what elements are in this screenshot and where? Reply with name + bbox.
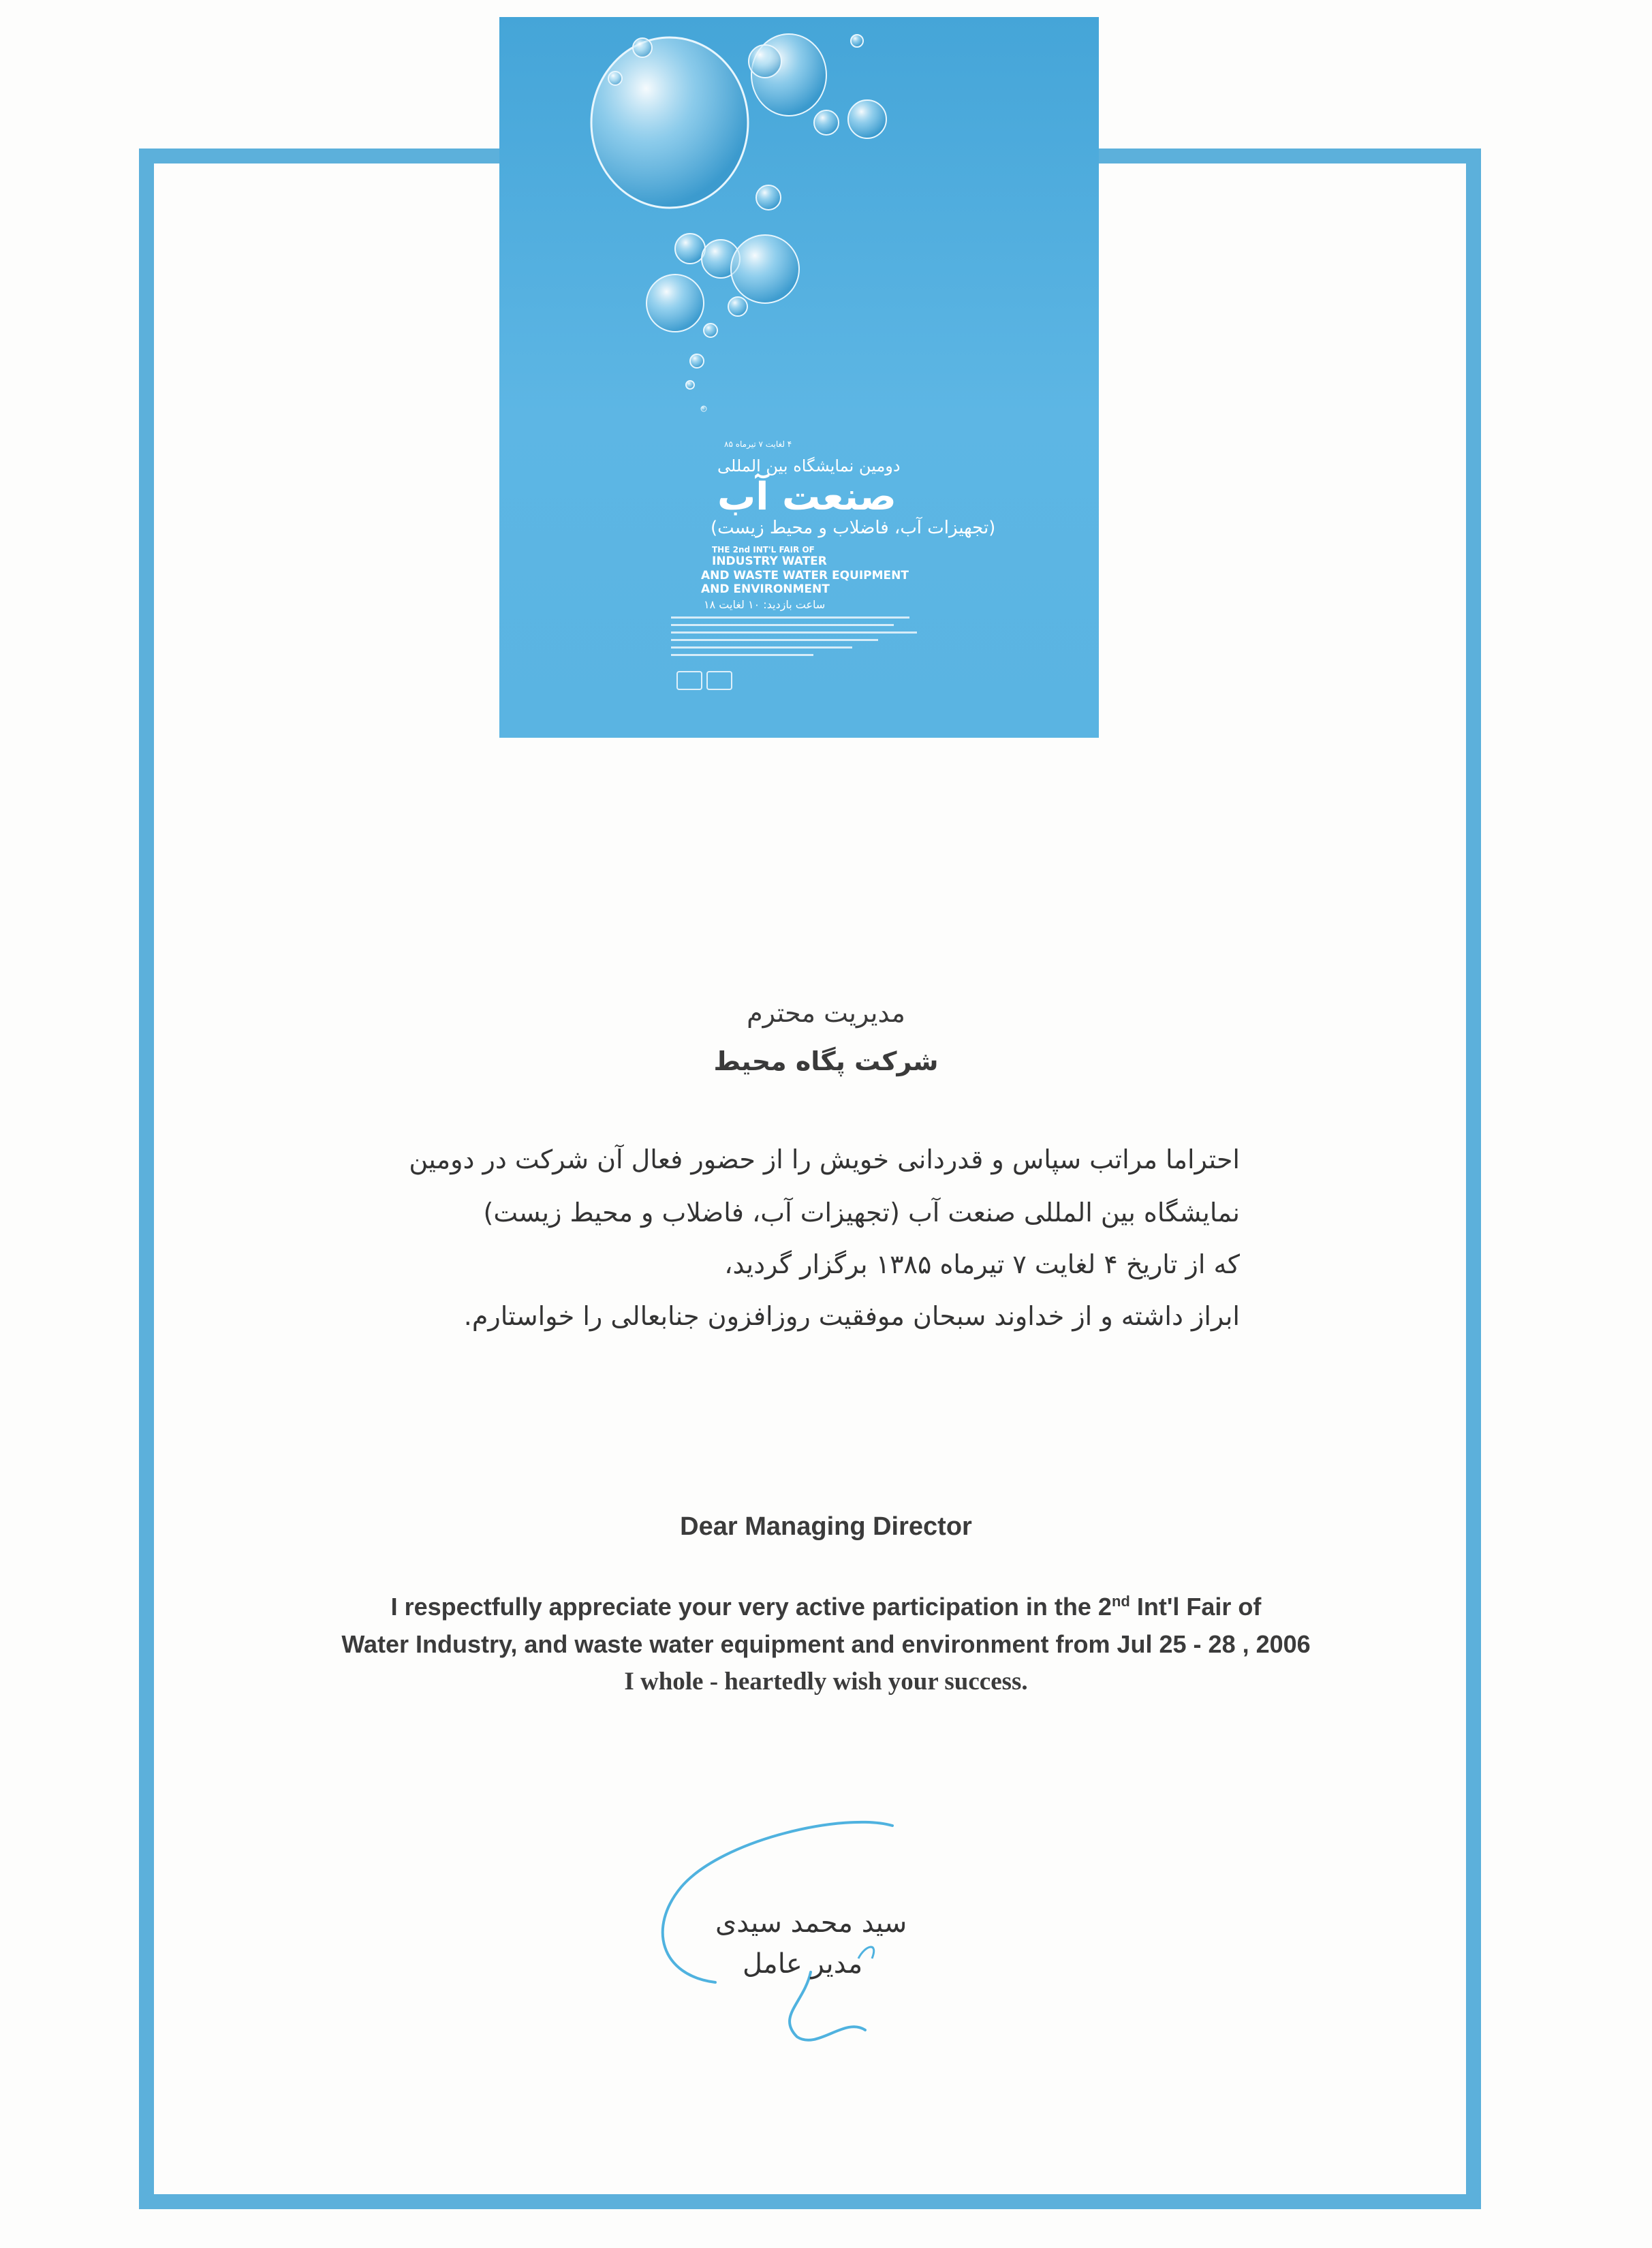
fair-poster-image xyxy=(499,17,1099,738)
english-greeting: Dear Managing Director xyxy=(680,1512,972,1541)
poster-en-line-4: AND ENVIRONMENT xyxy=(701,582,830,596)
english-body-line-1 xyxy=(204,1593,1448,1621)
persian-greeting-title: مدیریت محترم xyxy=(747,998,905,1028)
persian-greeting-company: شرکت پگاه محیط xyxy=(713,1046,939,1076)
ordinal-suffix: nd xyxy=(1111,1593,1130,1610)
poster-en-line-2: INDUSTRY WATER xyxy=(712,555,827,568)
water-drops-icon xyxy=(499,17,1099,426)
poster-sponsor-logos-icon xyxy=(676,671,758,712)
persian-body-line-3: که از تاریخ ۴ لغایت ۷ تیرماه ۱۳۸۵ برگزار گردید، xyxy=(724,1249,1240,1279)
english-body-line-1a: I respectfully appreciate your very active participation in the 2 xyxy=(390,1593,1112,1621)
english-body-line-3: I whole - heartedly wish your success. xyxy=(624,1668,1028,1696)
signature-block xyxy=(640,1812,926,2057)
signatory-name: سید محمد سیدی xyxy=(715,1907,907,1939)
persian-body-line-2: نمایشگاه بین المللی صنعت آب (تجهیزات آب، فاضلاب و محیط زیست) xyxy=(483,1198,1240,1228)
poster-fine-print xyxy=(671,616,930,664)
english-body-line-2: Water Industry, and waste water equipment and environment from Jul 25 - 28 , 2006 xyxy=(341,1630,1311,1658)
persian-body-line-1: احتراما مراتب سپاس و قدردانی خویش را از حضور فعال آن شرکت در دومین xyxy=(409,1144,1240,1174)
signatory-title: مدیر عامل xyxy=(743,1948,863,1980)
english-body-line-1b: Int'l Fair of xyxy=(1136,1593,1262,1621)
poster-tagline-persian: (تجهیزات آب، فاضلاب و محیط زیست) xyxy=(711,518,996,538)
poster-subtitle-persian: دومین نمایشگاه بین المللی xyxy=(717,456,901,475)
poster-hours-persian: ساعت بازدید: ۱۰ لغایت ۱۸ xyxy=(704,598,826,611)
persian-body-line-4: ابراز داشته و از خداوند سبحان موفقیت روزافزون جنابعالی را خواستارم. xyxy=(463,1301,1240,1331)
poster-en-line-1: THE 2nd INT'L FAIR OF xyxy=(712,545,815,555)
poster-en-line-3: AND WASTE WATER EQUIPMENT xyxy=(701,569,909,582)
poster-dates-persian: ۴ لغایت ۷ تیرماه ۸۵ xyxy=(724,439,792,449)
poster-title-persian: صنعت آب xyxy=(717,475,897,519)
